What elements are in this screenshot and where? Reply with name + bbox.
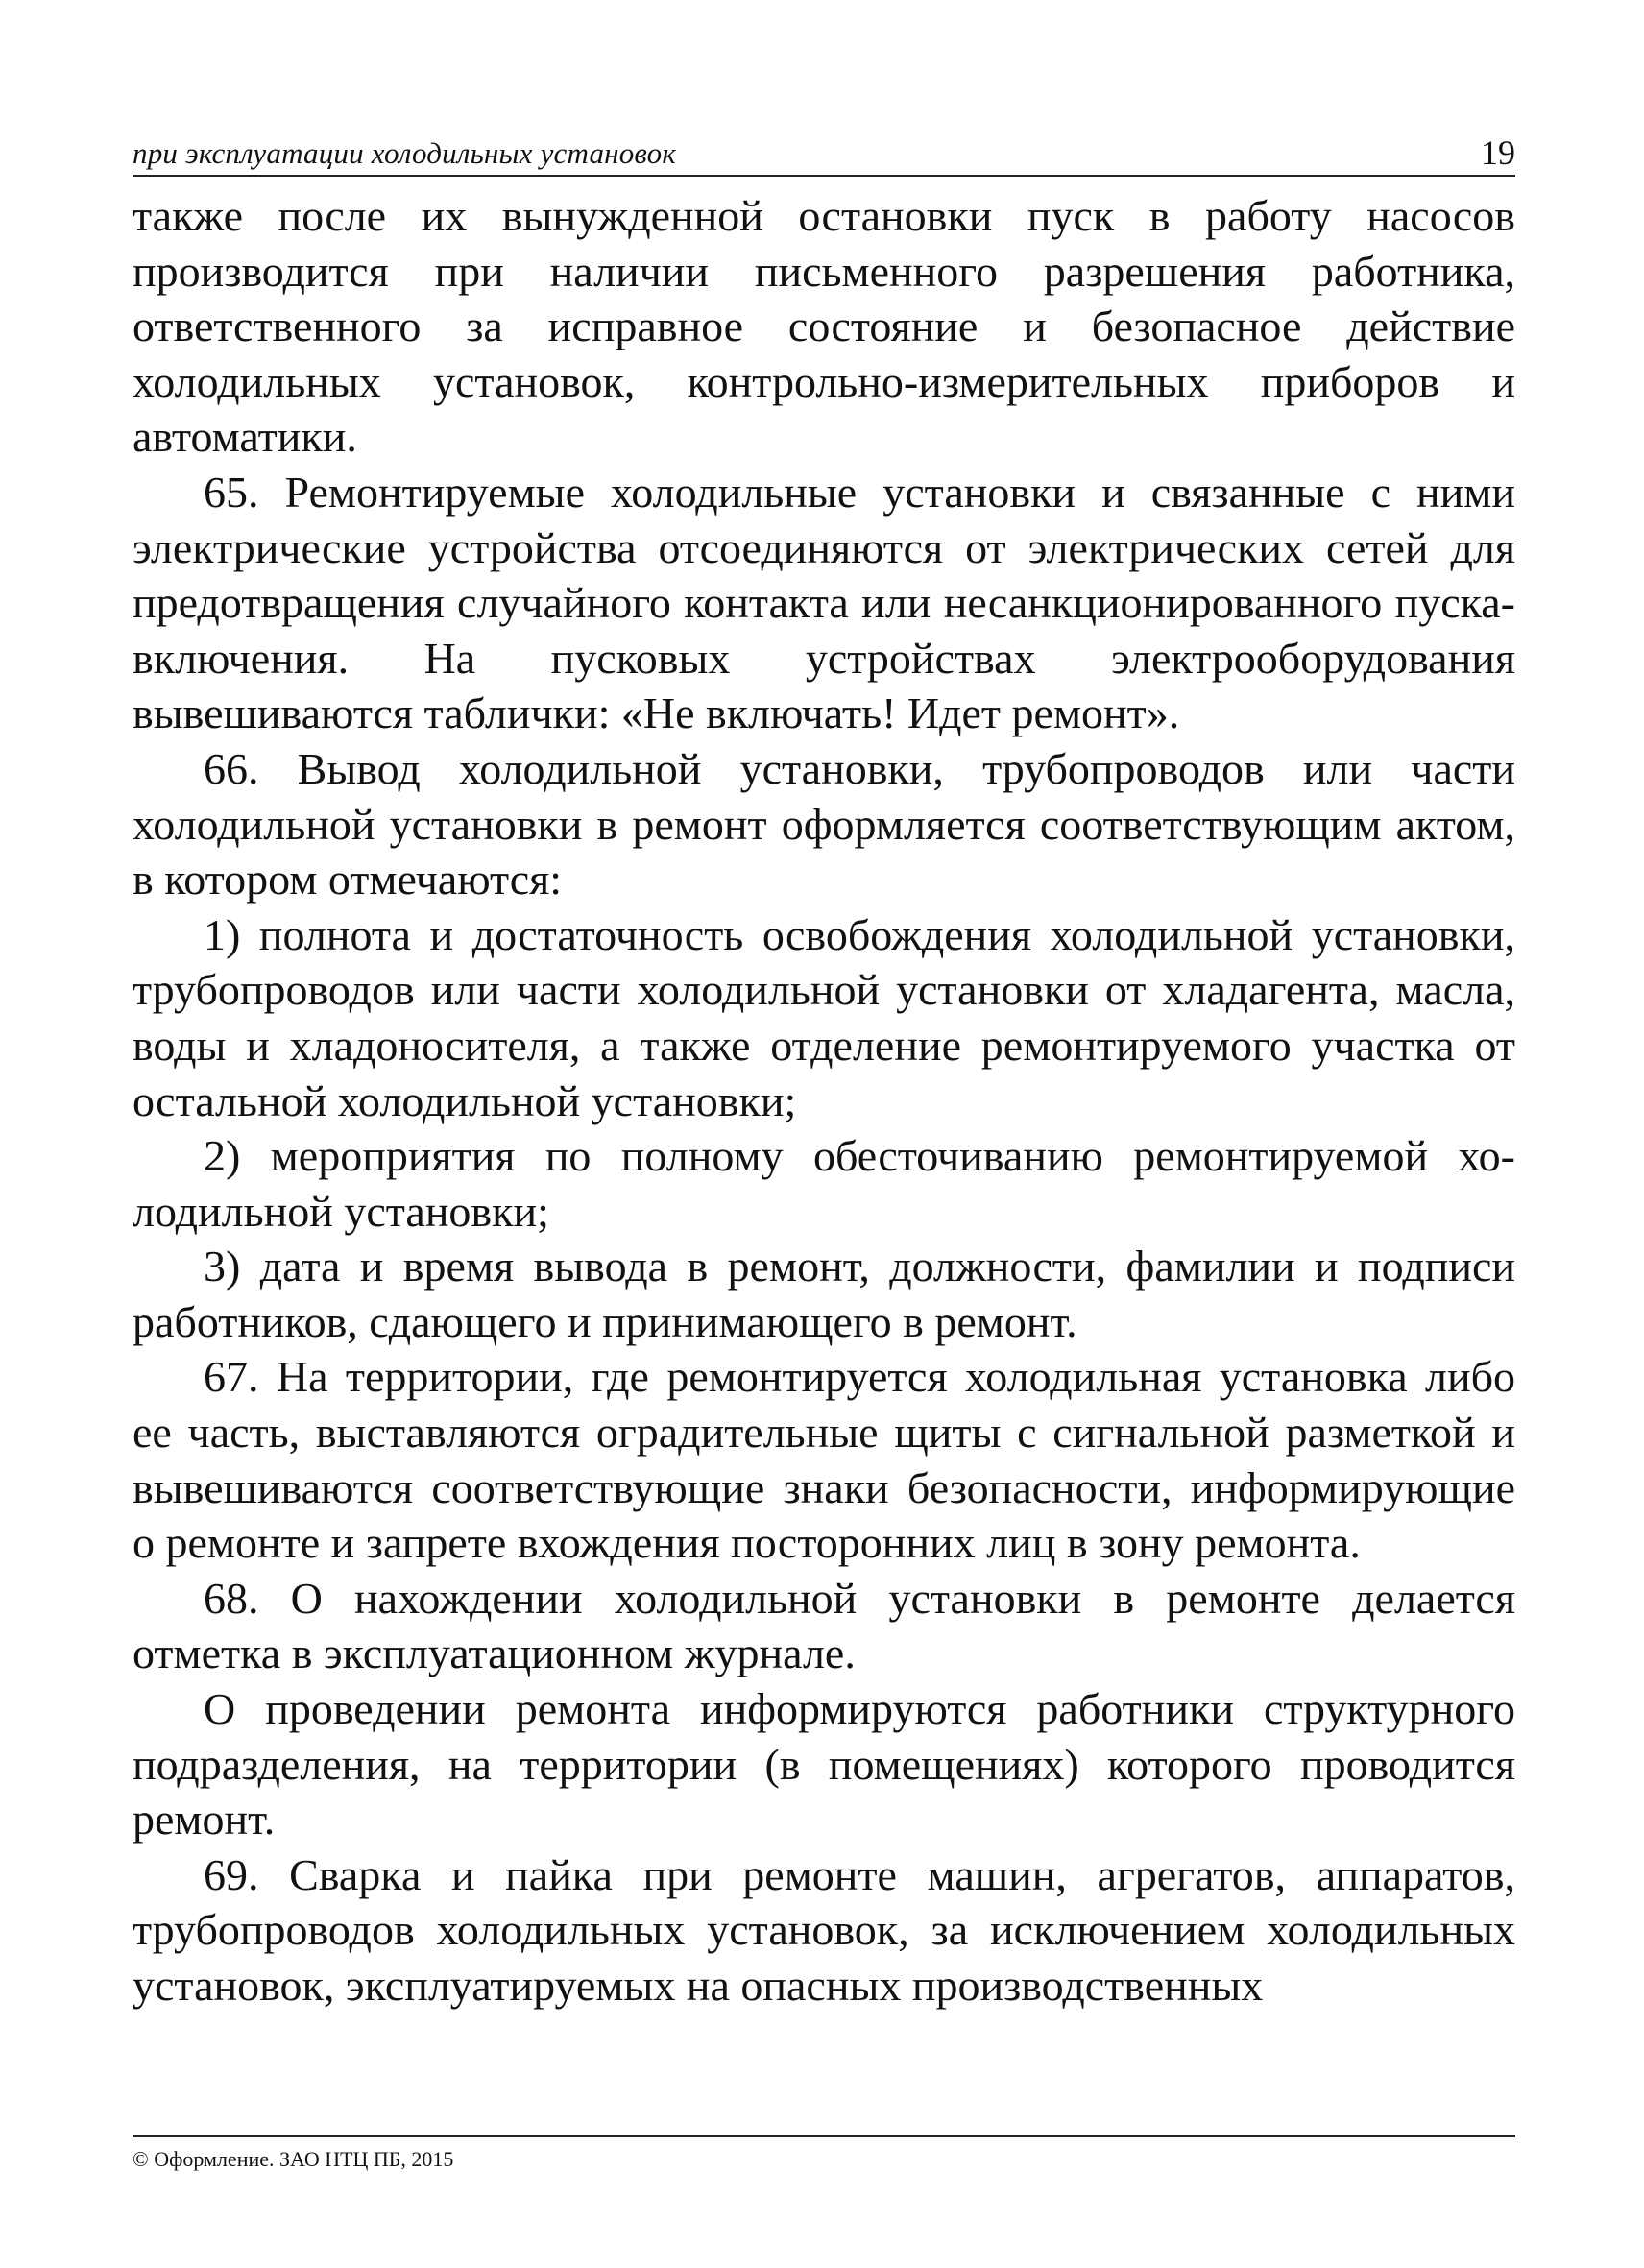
page-number: 19 xyxy=(1481,133,1515,172)
paragraph-65: 65. Ремонтируемые холодильные установки и связанные с ними электрические устройства отсоединяются от электрических сетей для предотвращения случайного контакта или несанкционированного пуска-включения. На пусковых устройствах электрооборудования вывешиваются таблички: «Не включать! Идет ремонт». xyxy=(133,467,1515,738)
running-title: при эксплуатации холодильных установок xyxy=(133,136,677,170)
document-page xyxy=(133,123,1515,2197)
page-footer xyxy=(133,2135,1515,2172)
copyright-notice: © Оформление. ЗАО НТЦ ПБ, 2015 xyxy=(133,2147,454,2171)
list-item-2: 2) мероприятия по полному обесточиванию ремонтируемой холодильной установки; xyxy=(133,1131,1515,1236)
page-body xyxy=(133,188,1515,2014)
paragraph-66: 66. Вывод холодильной установки, трубопроводов или части холодильной установки в ремонт оформляется соответствующим актом, в котором отмечаются: xyxy=(133,743,1515,905)
paragraph-68-note: О проведении ремонта информируются работники структурного подразделения, на территории (в помещениях) которого проводится ремонт. xyxy=(133,1684,1515,1845)
list-item-3: 3) дата и время вывода в ремонт, должности, фамилии и подписи работников, сдающего и принимающего в ремонт. xyxy=(133,1242,1515,1346)
paragraph-68: 68. О нахождении холодильной установки в ремонте делается отметка в эксплуатационном журнале. xyxy=(133,1573,1515,1678)
paragraph-67: 67. На территории, где ремонтируется холодильная установка либо ее часть, выставляются оградительные щиты с сигнальной разметкой и вывешиваются соответствующие знаки безопасности, информирующие о ремонте и запрете вхождения посторонних лиц в зону ремонта. xyxy=(133,1352,1515,1568)
page-header xyxy=(133,123,1515,177)
paragraph-continuation: также после их вынужденной остановки пуск в работу насосов производится при наличии письменного разрешения работника, ответственного за исправное состояние и безопасное действие холодильных установок, контрольно-измерительных приборов и автоматики. xyxy=(133,191,1515,462)
list-item-1: 1) полнота и достаточность освобождения холодильной установки, трубопроводов или части холодильной установки от хладагента, масла, воды и хладоносителя, а также отделение ремонтируемого участка от остальной холодильной установки; xyxy=(133,909,1515,1125)
paragraph-69: 69. Сварка и пайка при ремонте машин, агрегатов, аппаратов, трубопроводов холодильных установок, за исключением холодильных установок, эксплуатируемых на опасных производственных xyxy=(133,1849,1515,2010)
